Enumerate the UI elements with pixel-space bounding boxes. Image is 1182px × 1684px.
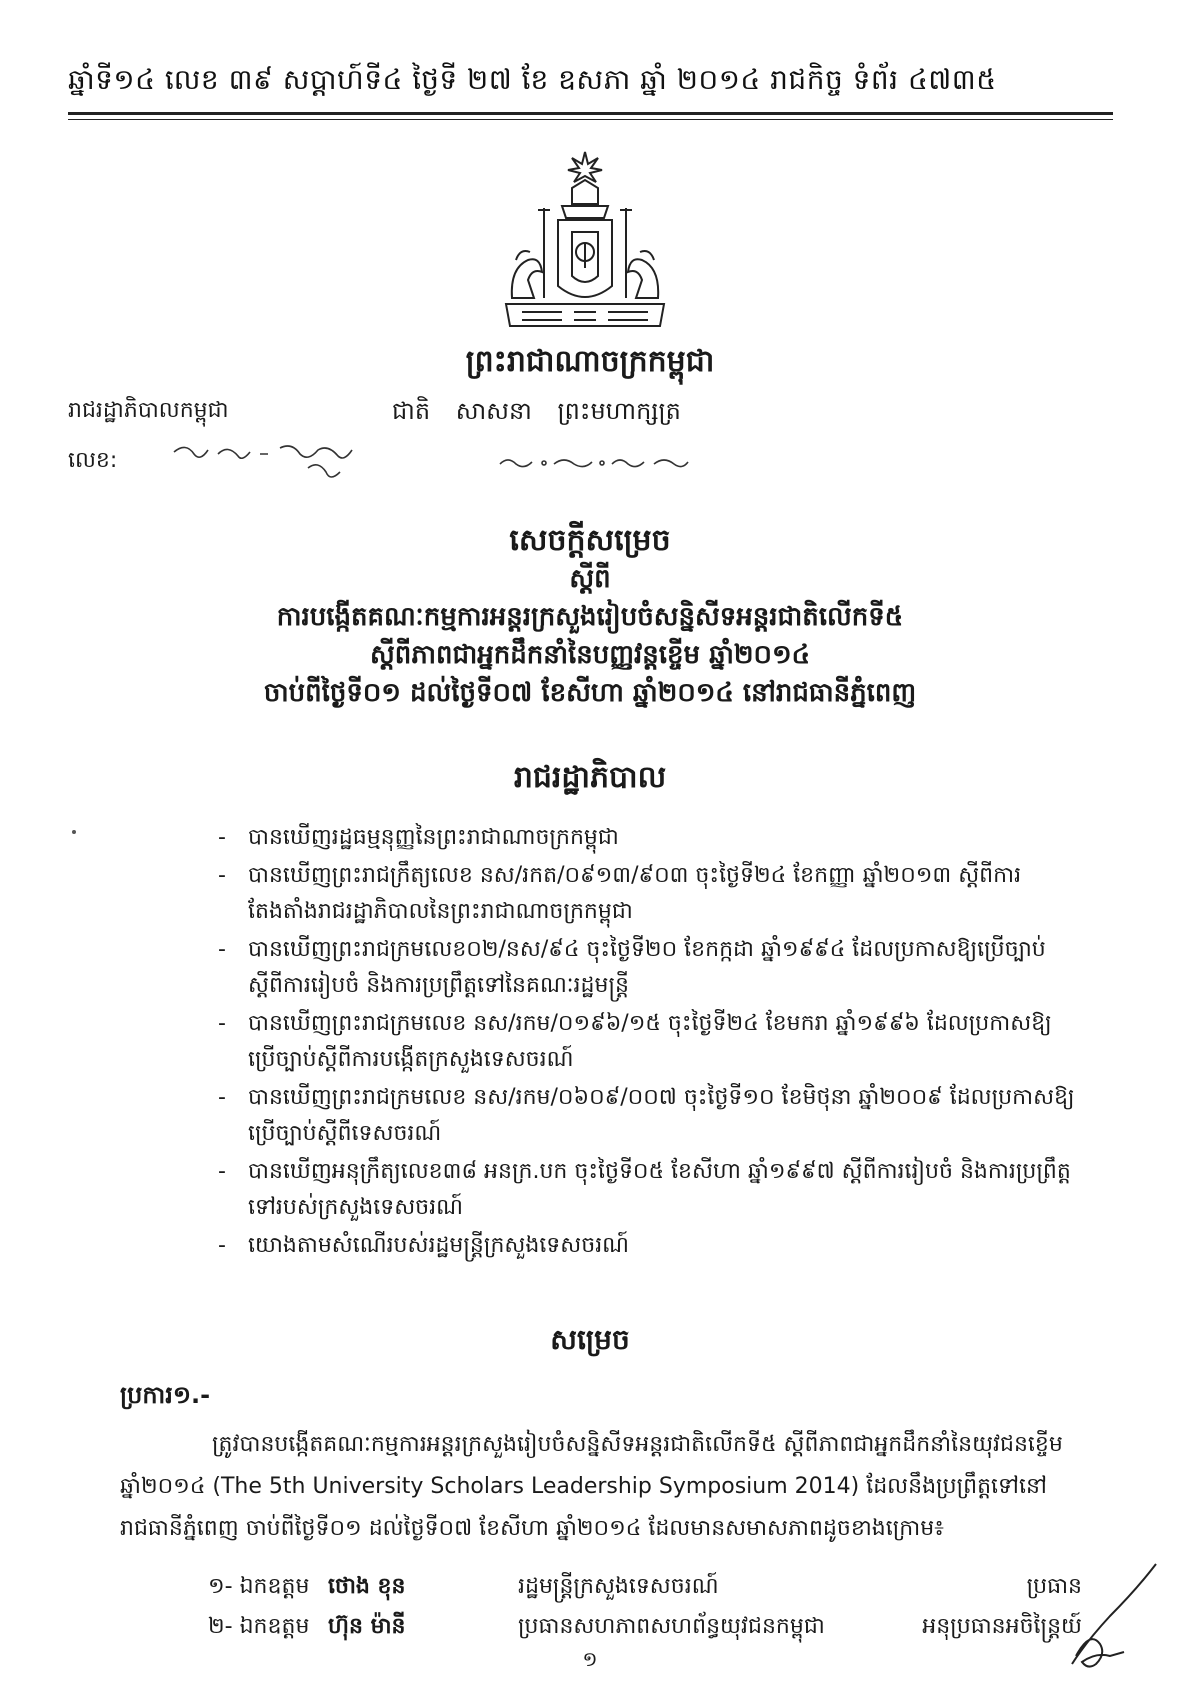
decision-heading: សម្រេច — [550, 1323, 630, 1356]
member-role: អនុប្រធានអចិន្ត្រៃយ៍ — [922, 1614, 1082, 1639]
bullet: - — [218, 825, 226, 850]
government-label: រាជរដ្ឋាភិបាលកម្ពុជា — [68, 398, 229, 423]
list-item — [218, 820, 1078, 856]
member-name: ថោង ខុន — [328, 1574, 406, 1599]
member-number: ១- ឯកឧត្តម — [208, 1574, 310, 1599]
list-item — [218, 1154, 1078, 1226]
consideration-text: បានឃើញអនុក្រឹត្យលេខ៣៨ អនក្រ.បក ចុះថ្ងៃទី០៥ ខែសីហា ឆ្នាំ១៩៩៧ ស្តីពីការរៀបចំ និងការប្រព្រឹត្តទៅរបស់ក្រសួងទេសចរណ៍ — [248, 1159, 1071, 1220]
consideration-text: បានឃើញព្រះរាជក្រមលេខ នស/រកម/០១៩៦/១៥ ចុះថ្ងៃទី២៤ ខែមករា ឆ្នាំ១៩៩៦ ដែលប្រកាសឱ្យប្រើច្បាប់ស្តីពីការបង្កើតក្រសួងទេសចរណ៍ — [248, 1011, 1052, 1072]
list-item — [218, 1006, 1078, 1078]
handwritten-reference-number — [168, 438, 358, 486]
bullet: - — [218, 1011, 226, 1036]
title-line-5: ចាប់ពីថ្ងៃទី០១ ដល់ថ្ងៃទី០៧ ខែសីហា ឆ្នាំ២០១៤ នៅរាជធានីភ្នំពេញ — [263, 678, 917, 708]
handwritten-initial-signature — [1066, 1560, 1162, 1672]
national-motto: ជាតិ សាសនា ព្រះមហាក្សត្រ — [392, 397, 681, 425]
member-position: ប្រធានសហភាពសហព័ន្ធយុវជនកម្ពុជា — [518, 1614, 825, 1639]
title-line-4: ស្តីពីភាពជាអ្នកដឹកនាំនៃបញ្ញវន្តខ្ចើម ឆ្នាំ២០១៤ — [369, 640, 811, 670]
consideration-text: បានឃើញព្រះរាជក្រឹត្យលេខ នស/រកត/០៩១៣/៩០៣ ចុះថ្ងៃទី២៤ ខែកញ្ញា ឆ្នាំ២០១៣ ស្តីពីការតែងតាំងរាជរដ្ឋាភិបាលនៃព្រះរាជាណាចក្រកម្ពុជា — [248, 863, 1022, 924]
member-name: ហ៊ុន ម៉ានី — [328, 1614, 406, 1639]
title-line-2: ស្តីពី — [569, 564, 611, 594]
bullet: - — [218, 1233, 226, 1258]
article-body: ត្រូវបានបង្កើតគណៈកម្មការអន្តរក្រសួងរៀបចំសន្និសីទអន្តរជាតិលើកទី៥ ស្តីពីភាពជាអ្នកដឹកនាំនៃយុវជនខ្ចើម ឆ្នាំ២០១៤ (The 5th University Scholars Leadership Symposium 2014) ដែលនឹងប្រព្រឹត្តទៅនៅរាជធានីភ្នំពេញ ចាប់ពីថ្ងៃទី០១ ដល់ថ្ងៃទី០៧ ខែសីហា ឆ្នាំ២០១៤ ដែលមានសមាសភាពដូចខាងក្រោម៖ — [120, 1432, 1063, 1541]
consideration-text: បានឃើញព្រះរាជក្រមលេខ នស/រកម/០៦០៩/០០៧ ចុះថ្ងៃទី១០ ខែមិថុនា ឆ្នាំ២០០៩ ដែលប្រកាសឱ្យប្រើច្បាប់ស្តីពីទេសចរណ៍ — [248, 1085, 1075, 1146]
list-item — [218, 858, 1078, 930]
bullet: - — [218, 1159, 226, 1184]
header-rule-thin — [68, 119, 1113, 120]
gazette-header: ឆ្នាំទី១៤ លេខ ៣៩ សប្តាហ៍ទី៤ ថ្ងៃទី ២៧ ខែ ឧសភា ឆ្នាំ ២០១៤ រាជកិច្ច ទំព័រ ៤៧៣៥ — [68, 63, 997, 96]
list-item — [218, 1228, 1078, 1264]
member-number: ២- ឯកឧត្តម — [208, 1614, 310, 1639]
page-number: ១ — [582, 1647, 598, 1671]
title-line-3: ការបង្កើតគណៈកម្មការអន្តរក្រសួងរៀបចំសន្និសីទអន្តរជាតិលើកទី៥ — [276, 602, 904, 632]
bullet: - — [218, 937, 226, 962]
reference-number-label: លេខ: — [68, 448, 118, 473]
member-position: រដ្ឋមន្ត្រីក្រសួងទេសចរណ៍ — [518, 1574, 719, 1599]
member-row — [208, 1612, 1082, 1644]
member-role: ប្រធាន — [1026, 1574, 1082, 1599]
royal-coat-of-arms-icon — [492, 148, 678, 334]
title-line-1: សេចក្តីសម្រេច — [509, 523, 671, 558]
list-item — [218, 1080, 1078, 1152]
decision-title — [180, 522, 1000, 712]
list-item — [218, 932, 1078, 1004]
consideration-text: យោងតាមសំណើរបស់រដ្ឋមន្ត្រីក្រសួងទេសចរណ៍ — [248, 1233, 630, 1258]
bullet: - — [218, 1085, 226, 1110]
ornament-divider-icon — [492, 452, 692, 472]
stray-mark — [72, 830, 76, 834]
bullet: - — [218, 863, 226, 888]
header-rule — [68, 112, 1113, 115]
consideration-text: បានឃើញព្រះរាជក្រមលេខ០២/នស/៩៤ ចុះថ្ងៃទី២០ ខែកក្កដា ឆ្នាំ១៩៩៤ ដែលប្រកាសឱ្យប្រើច្បាប់ស្តីពីការរៀបចំ និងការប្រព្រឹត្តទៅនៃគណៈរដ្ឋមន្ត្រី — [248, 937, 1046, 998]
government-heading: រាជរដ្ឋាភិបាល — [513, 760, 667, 795]
kingdom-name: ព្រះរាជាណាចក្រកម្ពុជា — [465, 344, 715, 379]
article-label: ប្រការ១.- — [120, 1381, 211, 1409]
considerations-list — [218, 820, 1078, 1266]
consideration-text: បានឃើញរដ្ឋធម្មនុញ្ញនៃព្រះរាជាណាចក្រកម្ពុជា — [248, 825, 619, 850]
member-row — [208, 1572, 1082, 1604]
